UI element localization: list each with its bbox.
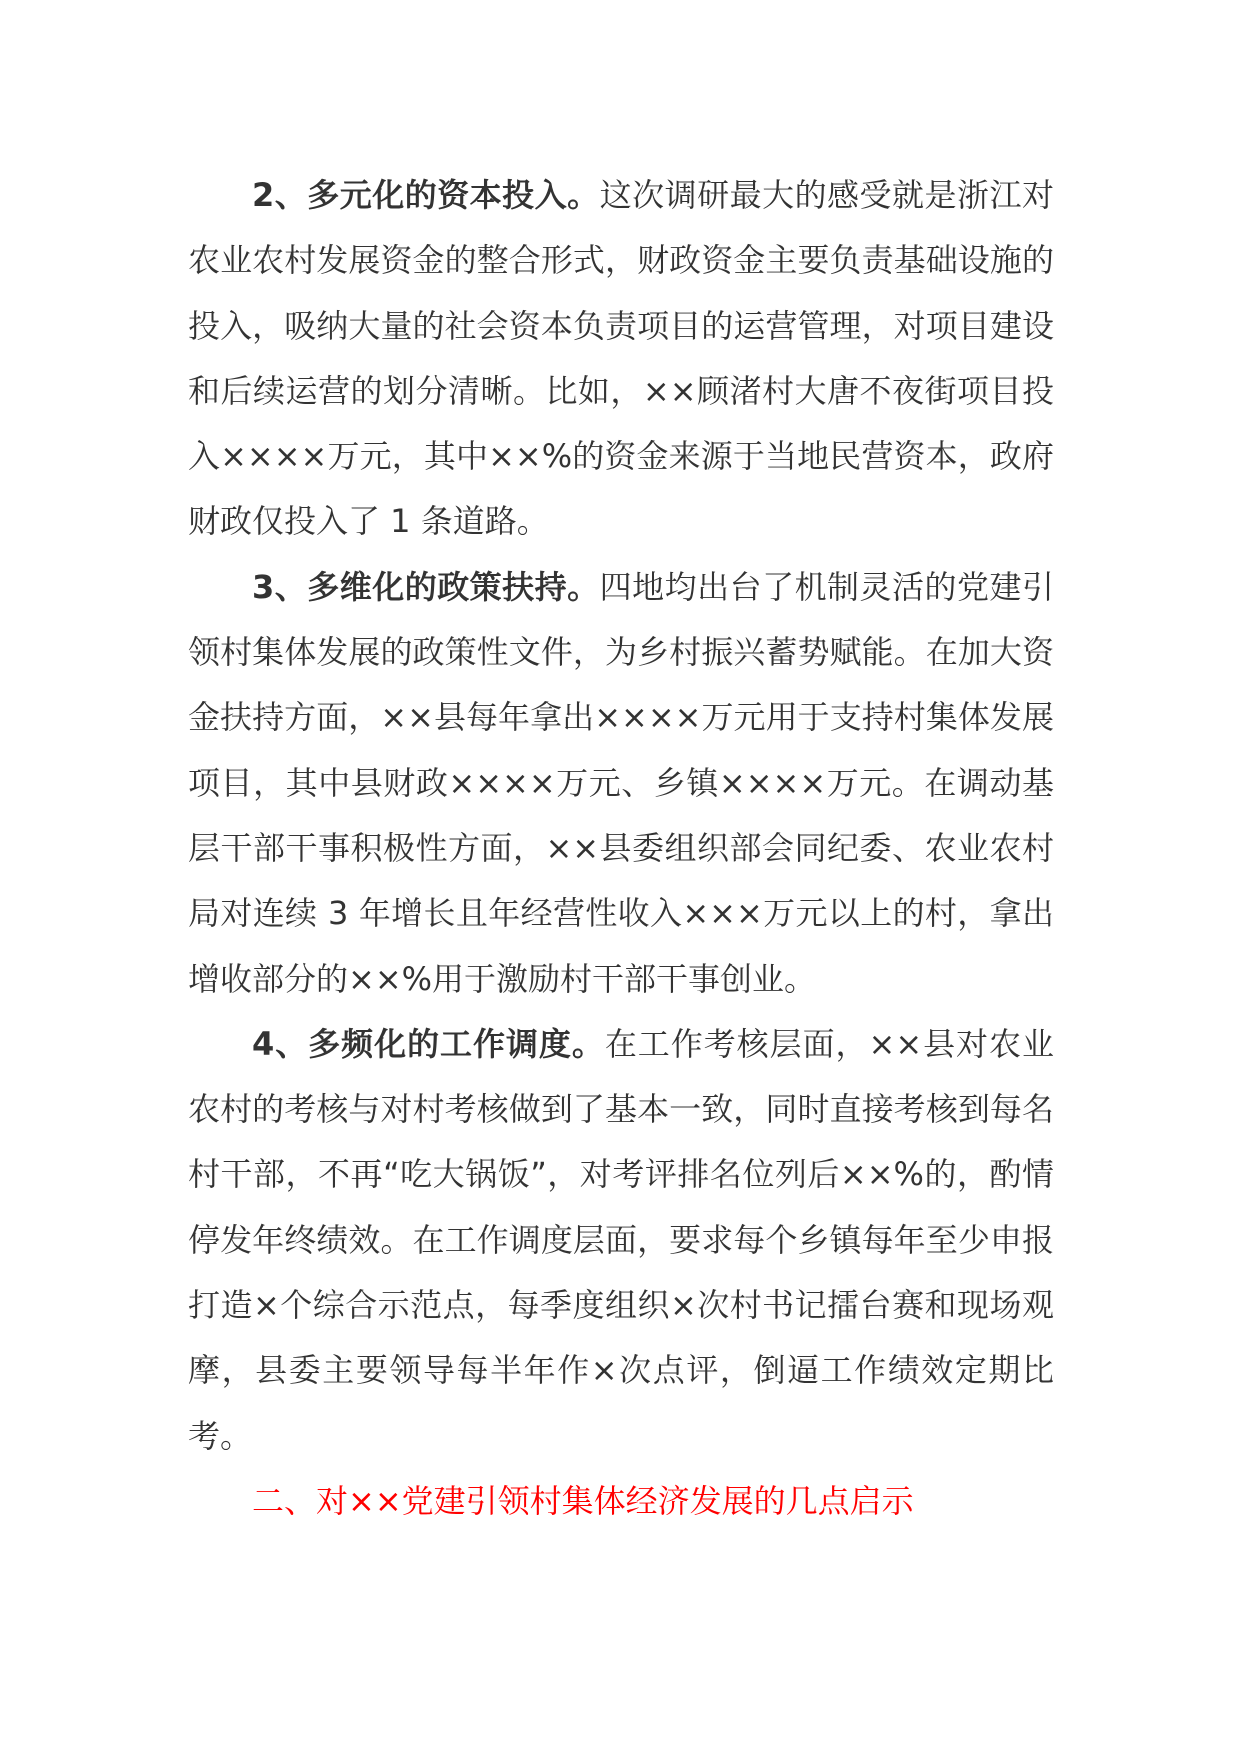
paragraph-policy-support — [188, 555, 1054, 1012]
paragraph-lead: 3、多维化的政策扶持。 — [252, 567, 600, 606]
paragraph-work-scheduling — [188, 1012, 1054, 1469]
paragraph-text: 四地均出台了机制灵活的党建引领村集体发展的政策性文件，为乡村振兴蓄势赋能。在加大资金扶持方面，××县每年拿出××××万元用于支持村集体发展项目，其中县财政××××万元、乡镇××××万元。在调动基层干部干事积极性方面，××县委组织部会同纪委、农业农村局对连续 3 年增长且年经营性收入×××万元以上的村，拿出增收部分的××%用于激励村干部干事创业。 — [188, 567, 1054, 998]
document-body — [188, 163, 1054, 1534]
paragraph-text: 这次调研最大的感受就是浙江对农业农村发展资金的整合形式，财政资金主要负责基础设施的投入，吸纳大量的社会资本负责项目的运营管理，对项目建设和后续运营的划分清晰。比如，××顾渚村大唐不夜街项目投入××××万元，其中××%的资金来源于当地民营资本，政府财政仅投入了 1 条道路。 — [188, 176, 1054, 541]
paragraph-capital-investment — [188, 163, 1054, 555]
paragraph-text: 在工作考核层面，××县对农业农村的考核与对村考核做到了基本一致，同时直接考核到每名村干部，不再“吃大锅饭”，对考评排名位列后××%的，酌情停发年终绩效。在工作调度层面，要求每个乡镇每年至少申报打造×个综合示范点，每季度组织×次村书记擂台赛和现场观摩，县委主要领导每半年作×次点评，倒逼工作绩效定期比考。 — [188, 1024, 1054, 1455]
paragraph-lead: 2、多元化的资本投入。 — [252, 176, 600, 214]
paragraph-lead: 4、多频化的工作调度。 — [252, 1024, 605, 1063]
section-heading: 二、对××党建引领村集体经济发展的几点启示 — [252, 1481, 914, 1520]
